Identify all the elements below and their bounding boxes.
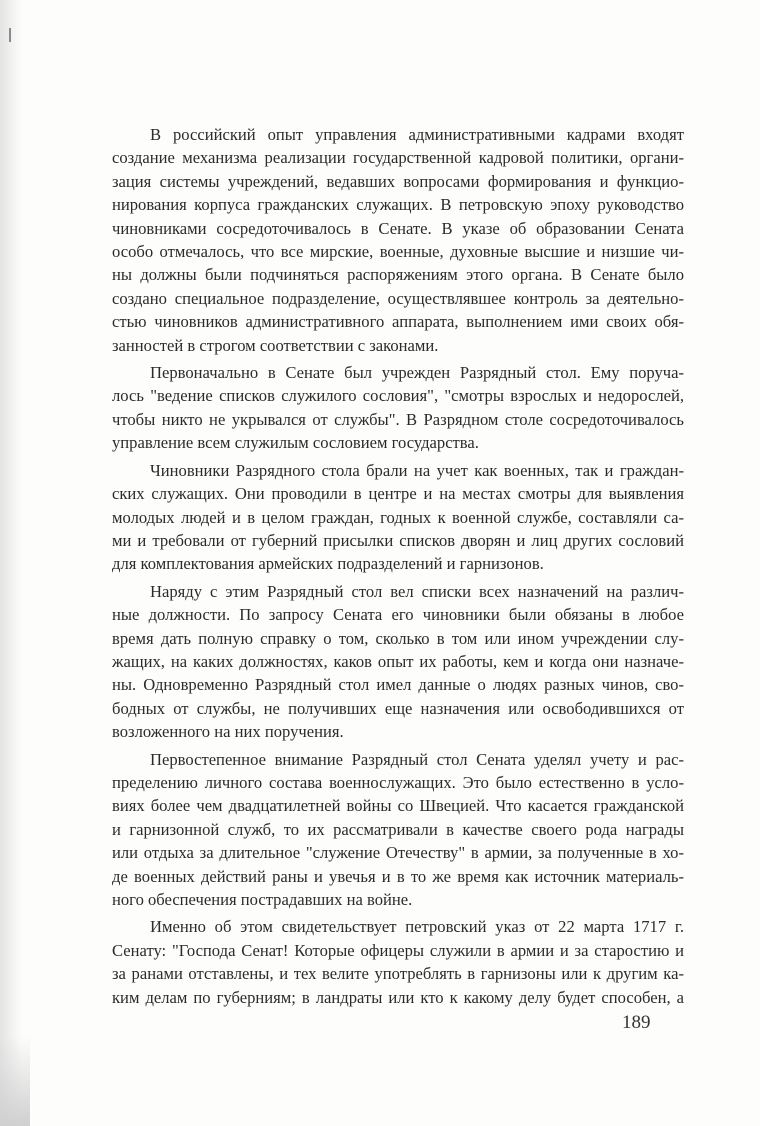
text-line: де военных действий раны и увечья и в то же время как источник материаль- [112,866,684,886]
text-line: создание механизма реализации государственной кадровой политики, органи- [112,148,684,168]
text-line: чиновниками сосредоточивалось в Сенате. В указе об образовании Сената [112,218,684,238]
text-line: особо отмечалось, что все мирские, военные, духовные высшие и низшие чи- [112,242,684,262]
text-line: занностей в строгом соответствии с законами. [112,335,439,355]
text-line: Первостепенное внимание Разрядный стол Сената уделял учету и рас- [150,749,684,769]
page-corner-shade [0,1036,30,1126]
text-line: молодых людей и в целом граждан, годных к военной службе, составляли са- [112,507,684,527]
text-line: ны. Одновременно Разрядный стол имел данные о людях разных чинов, сво- [112,675,684,695]
text-line: или отдыха за длительное "служение Отечеству" в армии, за полученные в хо- [112,843,684,863]
text-line: нирования корпуса гражданских служащих. В петровскую эпоху руководство [112,195,684,215]
text-line: Сенату: "Господа Сенат! Которые офицеры служили в армии и за старостию и [112,940,684,960]
paragraph-5 [112,748,684,912]
body-text [112,123,684,1013]
scan-edge-mark [9,28,11,42]
text-line: ким делам по губерниям; в ландраты или кто к какому делу будет способен, а [112,987,684,1007]
text-line: чтобы никто не укрывался от службы". В Разрядном столе сосредоточивалось [112,409,684,429]
text-line: ного обеспечения пострадавших на войне. [112,890,413,909]
text-line: ми и требовали от губерний присылки списков дворян и лиц других сословий [112,530,684,550]
text-line: В российский опыт управления административными кадрами входят [150,125,684,144]
text-line: управление всем служилым сословием государства. [112,433,479,453]
paragraph-1 [112,123,684,357]
text-line: Наряду с этим Разрядный стол вел списки всех назначений на различ- [150,581,684,601]
text-line: для комплектования армейских подразделений и гарнизонов. [112,554,544,574]
text-line: Именно об этом свидетельствует петровский указ от 22 марта 1717 г. [150,917,684,937]
text-line: пределению личного состава военнослужащих. Это было естественно в усло- [112,772,684,792]
text-line: стью чиновников административного аппарата, выполнением ими своих обя- [112,312,684,332]
text-line: лось "ведение списков служилого сословия", "смотры взрослых и недорослей, [112,386,684,406]
text-line: возложенного на них поручения. [112,722,344,742]
text-line: время дать полную справку о том, сколько в том или ином учреждении слу- [112,628,684,648]
text-line: ских служащих. Они проводили в центре и на местах смотры для выявления [112,484,684,504]
text-line: и гарнизонной служб, то их рассматривали в качестве своего рода награды [112,819,684,839]
page-edge-shadow [0,0,22,1126]
text-line: за ранами отставлены, и тех велите употреблять в гарнизоны или к другим ка- [112,964,684,984]
page-number: 189 [622,1012,651,1033]
text-line: жащих, на каких должностях, каков опыт их работы, кем и когда они назначе- [112,651,684,671]
paragraph-6 [112,915,684,1009]
text-line: Первоначально в Сенате был учрежден Разрядный стол. Ему поруча- [150,363,684,383]
text-line: зация системы учреждений, ведавших вопросами формирования и функцио- [112,171,684,191]
paragraph-3 [112,459,684,576]
text-line: бодных от службы, не получивших еще назначения или освободившихся от [112,698,684,718]
paragraph-2 [112,361,684,455]
text-line: Чиновники Разрядного стола брали на учет как военных, так и граждан- [150,460,684,480]
text-line: ные должности. По запросу Сената его чиновники были обязаны в любое [112,605,684,625]
text-line: виях более чем двадцатилетней войны со Швецией. Что касается гражданской [112,796,684,816]
text-line: создано специальное подразделение, осуществлявшее контроль за деятельно- [112,288,684,308]
paragraph-4 [112,580,684,744]
text-line: ны должны были подчиняться распоряжениям этого органа. В Сенате было [112,265,684,285]
